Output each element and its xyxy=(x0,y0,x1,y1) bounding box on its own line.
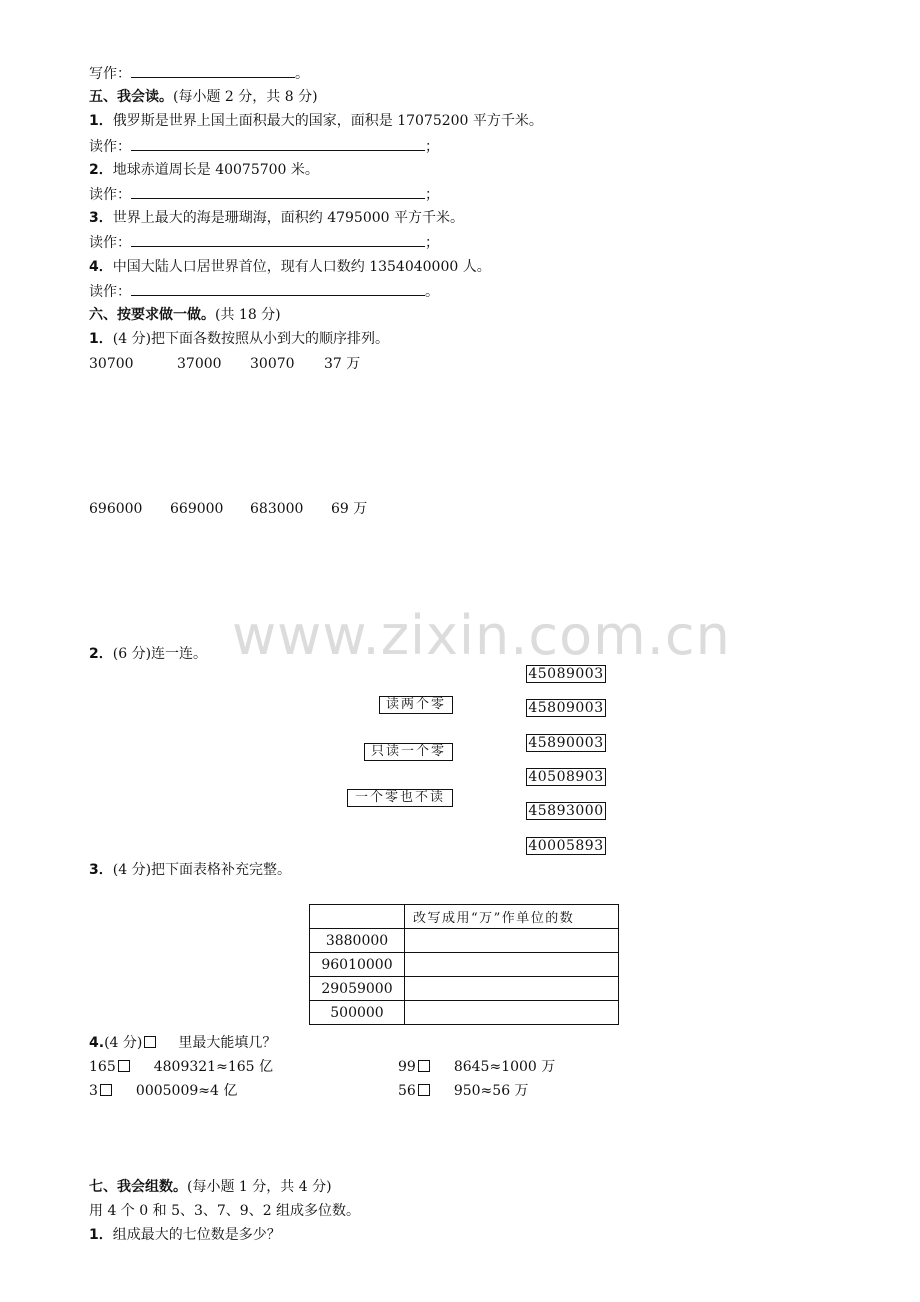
s5-read-line-2: 读作： ； xyxy=(89,187,439,203)
q1-row1-num-3: 30070 xyxy=(250,356,295,372)
number-box-1[interactable]: 45089003 xyxy=(526,665,606,683)
blank-square-icon[interactable] xyxy=(418,1084,430,1096)
blank-square-icon[interactable] xyxy=(118,1060,130,1072)
s7-intro: 用 4 个 0 和 5、3、7、9、2 组成多位数。 xyxy=(89,1203,361,1219)
blank-square-icon[interactable] xyxy=(100,1084,112,1096)
table-cell-number: 3880000 xyxy=(310,929,405,953)
q4-item-4: 56 950≈56 万 xyxy=(398,1083,529,1099)
q4-item-3: 3 0005009≈4 亿 xyxy=(89,1083,238,1099)
s5-read-line-1: 读作： ； xyxy=(89,139,439,155)
table-cell-answer[interactable] xyxy=(405,929,619,953)
q1-row2-num-3: 683000 xyxy=(250,501,304,517)
section-7-heading: 七、我会组数。(每小题 1 分，共 4 分) xyxy=(89,1179,332,1195)
s5-item-4: 4．中国大陆人口居世界首位，现有人口数约 1354040000 人。 xyxy=(89,259,491,275)
section-5-heading: 五、我会读。(每小题 2 分，共 8 分) xyxy=(89,89,318,105)
s6-q3: 3．(4 分)把下面表格补充完整。 xyxy=(89,862,292,878)
number-box-5[interactable]: 45893000 xyxy=(526,802,606,820)
s5-read-line-3: 读作： ； xyxy=(89,235,439,251)
section-6-heading: 六、按要求做一做。(共 18 分) xyxy=(89,307,281,323)
table-cell-answer[interactable] xyxy=(405,977,619,1001)
q4-item-1: 165 4809321≈165 亿 xyxy=(89,1059,273,1075)
table-header-row xyxy=(310,905,619,929)
blank-square-icon[interactable] xyxy=(418,1060,430,1072)
table-row xyxy=(310,977,619,1001)
write-line: 写作： 。 xyxy=(89,66,309,82)
number-box-2[interactable]: 45809003 xyxy=(526,699,606,717)
table-header: 改写成用“万”作单位的数 xyxy=(405,905,619,929)
write-blank[interactable] xyxy=(131,64,295,78)
read-blank-1[interactable] xyxy=(131,137,425,151)
blank-square-icon xyxy=(144,1036,156,1048)
label-read-one-zero[interactable]: 只读一个零 xyxy=(364,743,453,761)
label-read-two-zeros[interactable]: 读两个零 xyxy=(379,696,453,714)
q1-row1-num-2: 37000 xyxy=(177,356,222,372)
number-box-4[interactable]: 40508903 xyxy=(526,768,606,786)
s6-q1: 1．(4 分)把下面各数按照从小到大的顺序排列。 xyxy=(89,331,390,347)
s5-read-line-4: 读作： 。 xyxy=(89,284,439,300)
number-box-3[interactable]: 45890003 xyxy=(526,734,606,752)
q4-item-2: 99 8645≈1000 万 xyxy=(398,1059,556,1075)
table-cell-answer[interactable] xyxy=(405,1001,619,1025)
q1-row1-num-1: 30700 xyxy=(89,356,134,372)
q1-row1-num-4: 37 万 xyxy=(324,356,361,372)
table-cell-answer[interactable] xyxy=(405,953,619,977)
read-blank-3[interactable] xyxy=(131,233,425,247)
s7-q1: 1．组成最大的七位数是多少？ xyxy=(89,1227,281,1243)
table-row xyxy=(310,1001,619,1025)
q1-row2-num-1: 696000 xyxy=(89,501,143,517)
watermark: www.zixin.com.cn xyxy=(232,604,731,667)
s5-item-2: 2．地球赤道周长是 40075700 米。 xyxy=(89,162,319,178)
table-row xyxy=(310,953,619,977)
label-read-no-zero[interactable]: 一个零也不读 xyxy=(347,789,453,807)
q1-row2-num-2: 669000 xyxy=(170,501,224,517)
table-row xyxy=(310,929,619,953)
s5-item-3: 3．世界上最大的海是珊瑚海，面积约 4795000 平方千米。 xyxy=(89,210,464,226)
table-header-empty xyxy=(310,905,405,929)
read-blank-2[interactable] xyxy=(131,185,425,199)
s5-item-1: 1．俄罗斯是世界上国土面积最大的国家，面积是 17075200 平方千米。 xyxy=(89,113,543,129)
s6-q4: 4.(4 分) 里最大能填几？ xyxy=(89,1035,277,1051)
q1-row2-num-4: 69 万 xyxy=(331,501,368,517)
read-blank-4[interactable] xyxy=(131,282,425,296)
number-box-6[interactable]: 40005893 xyxy=(526,837,606,855)
s6-q2: 2．(6 分)连一连。 xyxy=(89,646,208,662)
rewrite-table xyxy=(309,904,619,1025)
table-cell-number: 500000 xyxy=(310,1001,405,1025)
table-cell-number: 96010000 xyxy=(310,953,405,977)
table-cell-number: 29059000 xyxy=(310,977,405,1001)
